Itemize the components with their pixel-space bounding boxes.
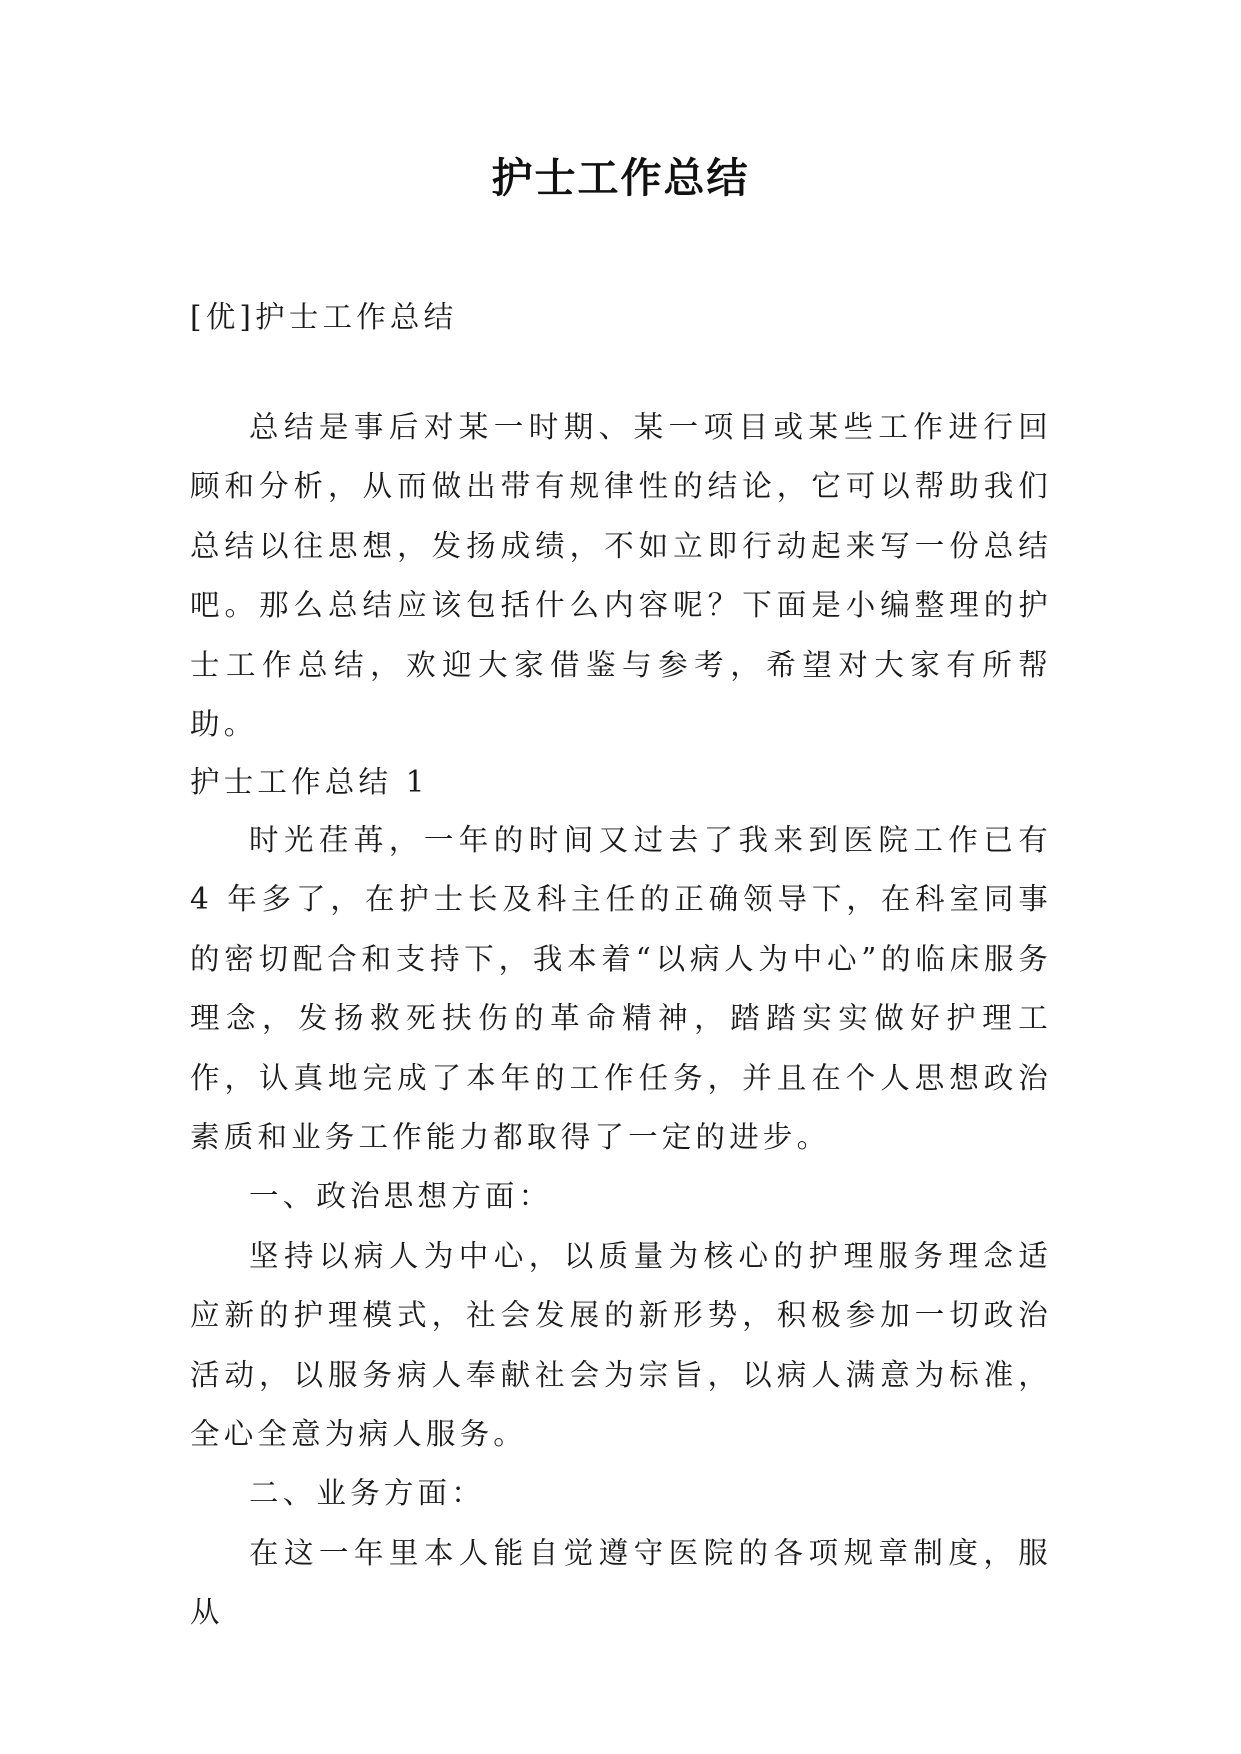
paragraph: 在这一年里本人能自觉遵守医院的各项规章制度，服从 <box>190 1535 1052 1630</box>
document-subtitle: [优]护士工作总结 <box>190 300 458 334</box>
subheading-politics: 一、政治思想方面： <box>249 1179 553 1214</box>
subheading-business: 二、业务方面： <box>249 1476 485 1511</box>
paragraph: 坚持以病人为中心，以质量为核心的护理服务理念适应新的护理模式，社会发展的新形势，积极参加一切政治活动，以服务病人奉献社会为宗旨，以病人满意为标准，全心全意为病人服务。 <box>190 1238 1052 1452</box>
intro-paragraph <box>190 398 1052 754</box>
intro-text: 总结是事后对某一时期、某一项目或某些工作进行回顾和分析，从而做出带有规律性的结论，它可以帮助我们总结以往思想，发扬成绩，不如立即行动起来写一份总结吧。那么总结应该包括什么内容呢？下面是小编整理的护士工作总结，欢迎大家借鉴与参考，希望对大家有所帮助。 <box>190 410 1052 742</box>
section-heading: 护士工作总结 1 <box>190 765 429 799</box>
section-content <box>190 811 1052 1643</box>
document-title: 护士工作总结 <box>491 154 750 202</box>
paragraph: 时光荏苒，一年的时间又过去了我来到医院工作已有 4 年多了，在护士长及科主任的正确领导下，在科室同事的密切配合和支持下，我本着“以病人为中心”的临床服务理念，发扬救死扶伤的革命精神，踏踏实实做好护理工作，认真地完成了本年的工作任务，并且在个人思想政治素质和业务工作能力都取得了一定的进步。 <box>190 823 1052 1155</box>
